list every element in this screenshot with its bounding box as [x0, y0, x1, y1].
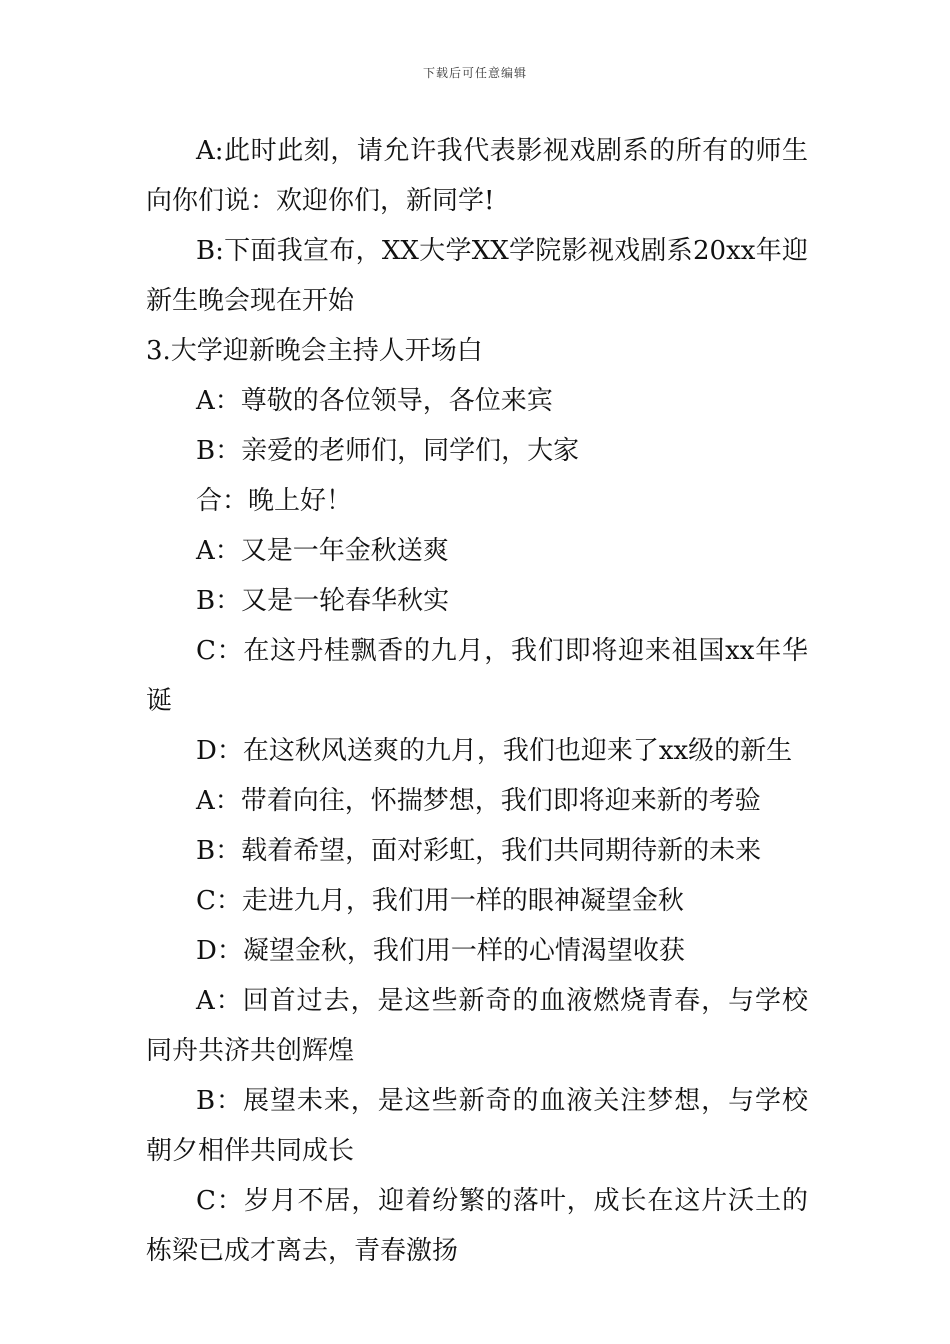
paragraph: C：岁月不居，迎着纷繁的落叶，成长在这片沃土的栋梁已成才离去，青春激扬 — [146, 1186, 808, 1266]
paragraph: 合：晚上好！ — [196, 486, 353, 516]
page-header: 下载后可任意编辑 — [422, 66, 527, 80]
document-body — [146, 126, 808, 1276]
paragraph: C：在这丹桂飘香的九月，我们即将迎来祖国xx年华诞 — [146, 636, 808, 716]
section-heading: 3.大学迎新晚会主持人开场白 — [146, 336, 483, 366]
paragraph: A：尊敬的各位领导，各位来宾 — [196, 386, 553, 416]
paragraph: B：亲爱的老师们，同学们，大家 — [196, 436, 580, 466]
paragraph: B：又是一轮春华秋实 — [196, 586, 450, 616]
paragraph: A：带着向往，怀揣梦想，我们即将迎来新的考验 — [196, 786, 761, 816]
paragraph: B：展望未来，是这些新奇的血液关注梦想，与学校朝夕相伴共同成长 — [146, 1086, 808, 1166]
paragraph: B:下面我宣布，XX大学XX学院影视戏剧系20xx年迎新生晚会现在开始 — [146, 236, 808, 316]
paragraph: A：回首过去，是这些新奇的血液燃烧青春，与学校同舟共济共创辉煌 — [146, 986, 808, 1066]
paragraph: D：凝望金秋，我们用一样的心情渴望收获 — [196, 936, 685, 966]
paragraph: A:此时此刻，请允许我代表影视戏剧系的所有的师生向你们说：欢迎你们，新同学! — [146, 136, 808, 216]
paragraph: B：载着希望，面对彩虹，我们共同期待新的未来 — [196, 836, 762, 866]
paragraph: A：又是一年金秋送爽 — [196, 536, 449, 566]
paragraph: D：在这秋风送爽的九月，我们也迎来了xx级的新生 — [196, 736, 793, 766]
paragraph: C：走进九月，我们用一样的眼神凝望金秋 — [196, 886, 684, 916]
